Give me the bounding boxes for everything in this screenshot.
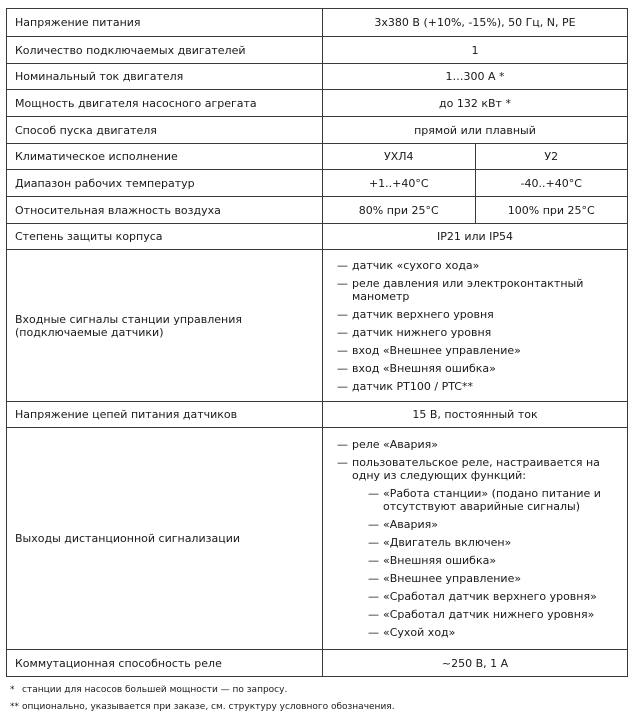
row-label: Мощность двигателя насосного агрегата: [7, 90, 323, 117]
row-value-b: -40..+40°С: [475, 170, 628, 197]
row-value: [323, 428, 628, 650]
table-row: [7, 144, 628, 170]
footnotes: [10, 684, 395, 718]
row-value-b: У2: [475, 144, 628, 170]
list-item: — датчик верхнего уровня: [337, 308, 619, 321]
function-item: — «Внешнее управление»: [368, 572, 619, 585]
list-item: — вход «Внешнее управление»: [337, 344, 619, 357]
function-item: — «Сработал датчик нижнего уровня»: [368, 608, 619, 621]
row-value-a: +1..+40°С: [323, 170, 476, 197]
table-row: [7, 64, 628, 90]
table-row: [7, 37, 628, 64]
table-row: [7, 402, 628, 428]
function-item: — «Двигатель включен»: [368, 536, 619, 549]
table-row: [7, 90, 628, 117]
list-item: — вход «Внешняя ошибка»: [337, 362, 619, 375]
footnote: [10, 684, 395, 696]
list-item: — реле «Авария»: [337, 438, 619, 451]
functions-list: [352, 487, 619, 639]
list-item: — датчик PT100 / PTC**: [337, 380, 619, 393]
footnote: [10, 701, 395, 713]
spec-table: [6, 8, 628, 677]
row-label: Напряжение цепей питания датчиков: [7, 402, 323, 428]
list-item: — датчик нижнего уровня: [337, 326, 619, 339]
footnote-text: опционально, указывается при заказе, см. структуру условного обозначения.: [22, 702, 395, 712]
list-item: — датчик «сухого хода»: [337, 259, 619, 272]
row-label: [7, 250, 323, 402]
row-value: прямой или плавный: [323, 117, 628, 144]
table-row: [7, 428, 628, 650]
function-item: — «Работа станции» (подано питание и отсутствуют аварийные сигналы): [368, 487, 619, 513]
row-value-a: 80% при 25°С: [323, 197, 476, 224]
row-value: ~250 В, 1 А: [323, 650, 628, 677]
outputs-list: [337, 438, 619, 639]
row-value: до 132 кВт *: [323, 90, 628, 117]
table-row: [7, 224, 628, 250]
row-value: 3х380 В (+10%, -15%), 50 Гц, N, PE: [323, 9, 628, 37]
table-row: [7, 9, 628, 37]
table-row: [7, 197, 628, 224]
row-label: Способ пуска двигателя: [7, 117, 323, 144]
function-item: — «Авария»: [368, 518, 619, 531]
table-row: [7, 170, 628, 197]
row-label: Климатическое исполнение: [7, 144, 323, 170]
row-label: Относительная влажность воздуха: [7, 197, 323, 224]
row-label: Напряжение питания: [7, 9, 323, 37]
function-item: — «Сухой ход»: [368, 626, 619, 639]
inputs-label-line1: Входные сигналы станции управления: [15, 312, 242, 326]
table-row: [7, 250, 628, 402]
row-value: IP21 или IP54: [323, 224, 628, 250]
table-row: [7, 117, 628, 144]
row-label: Диапазон рабочих температур: [7, 170, 323, 197]
table-row: [7, 650, 628, 677]
inputs-list: [337, 259, 619, 393]
row-value: 1…300 А *: [323, 64, 628, 90]
row-label: Количество подключаемых двигателей: [7, 37, 323, 64]
row-label: Степень защиты корпуса: [7, 224, 323, 250]
list-item: — реле давления или электроконтактный манометр: [337, 277, 619, 303]
function-item: — «Сработал датчик верхнего уровня»: [368, 590, 619, 603]
function-item: — «Внешняя ошибка»: [368, 554, 619, 567]
row-value-b: 100% при 25°С: [475, 197, 628, 224]
row-value: [323, 250, 628, 402]
list-item: [337, 456, 619, 639]
row-label: Номинальный ток двигателя: [7, 64, 323, 90]
footnote-text: станции для насосов большей мощности — по запросу.: [22, 685, 288, 695]
inputs-label-line2: (подключаемые датчики): [15, 325, 164, 339]
row-value: 15 В, постоянный ток: [323, 402, 628, 428]
row-label: Коммутационная способность реле: [7, 650, 323, 677]
row-value-a: УХЛ4: [323, 144, 476, 170]
footnote-mark: **: [10, 702, 19, 712]
user-relay-text: пользовательское реле, настраивается на одну из следующих функций:: [352, 456, 600, 482]
row-value: 1: [323, 37, 628, 64]
row-label: Выходы дистанционной сигнализации: [7, 428, 323, 650]
footnote-mark: *: [10, 685, 15, 695]
